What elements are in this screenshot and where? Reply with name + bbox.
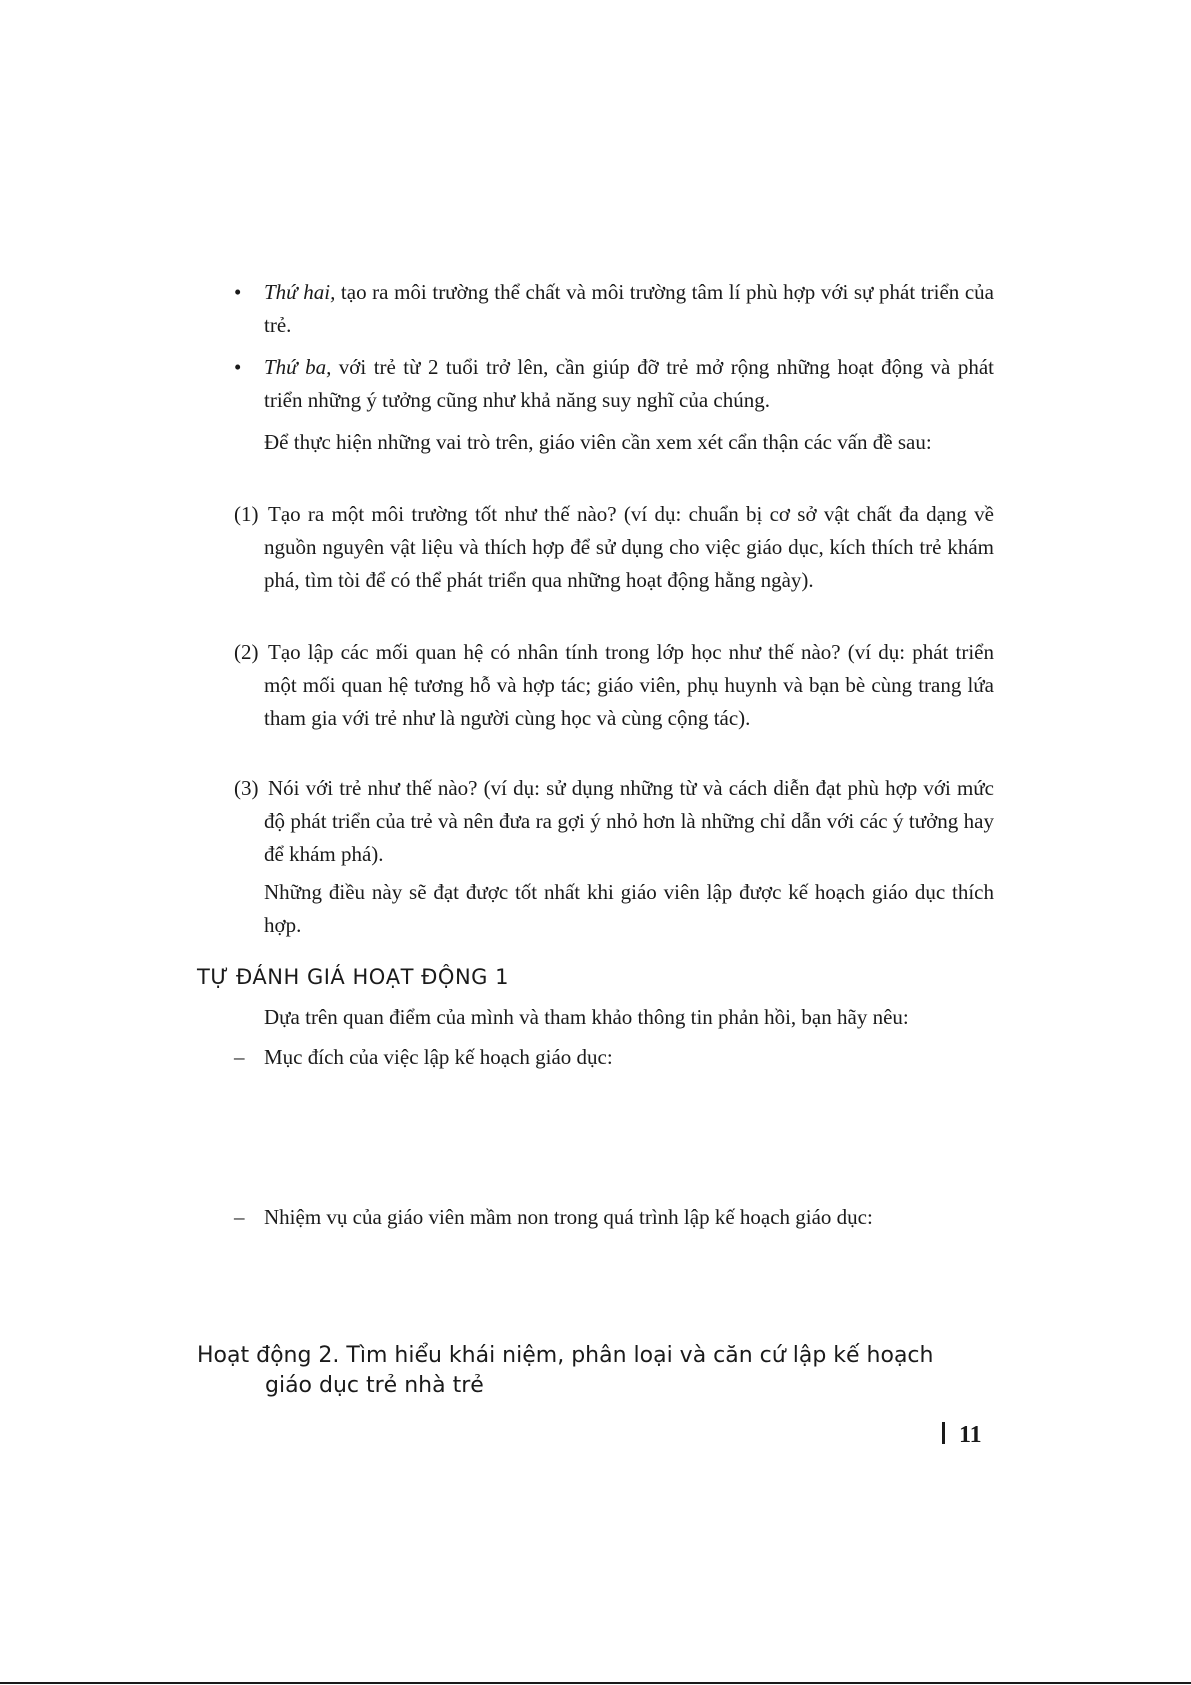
page-number	[942, 1422, 982, 1449]
bullet-body: với trẻ từ 2 tuổi trở lên, cần giúp đỡ trẻ mở rộng những hoạt động và phát triển những ý tưởng cũng như khả năng suy nghĩ của chúng.	[264, 355, 994, 412]
assessment-item	[234, 1041, 994, 1074]
bullet-lead: Thứ hai,	[264, 280, 336, 304]
bullet-lead: Thứ ba,	[264, 355, 332, 379]
assessment-item-text: Mục đích của việc lập kế hoạch giáo dục:	[264, 1045, 613, 1069]
numbered-item	[234, 636, 994, 735]
bullet-text	[264, 276, 994, 342]
assessment-item-text: Nhiệm vụ của giáo viên mầm non trong quá trình lập kế hoạch giáo dục:	[264, 1205, 873, 1229]
item-text: Tạo lập các mối quan hệ có nhân tính trong lớp học như thế nào? (ví dụ: phát triển một mối quan hệ tương hỗ và hợp tác; giáo viên, phụ huynh và bạn bè cùng trang lứa tham gia với trẻ như là người cùng học và cùng cộng tác).	[264, 640, 994, 730]
assessment-item	[234, 1201, 994, 1234]
item-text: Tạo ra một môi trường tốt như thế nào? (ví dụ: chuẩn bị cơ sở vật chất đa dạng về nguồn nguyên vật liệu và thích hợp để sử dụng cho việc giáo dục, kích thích trẻ khám phá, tìm tòi để có thể phát triển qua những hoạt động hằng ngày).	[264, 502, 994, 592]
activity-heading	[197, 1341, 997, 1401]
bullet-marker: •	[234, 355, 242, 379]
self-assessment-heading: TỰ ĐÁNH GIÁ HOẠT ĐỘNG 1	[197, 965, 509, 989]
page-bottom-edge	[0, 1682, 1191, 1684]
item-number: (2)	[234, 640, 259, 664]
numbered-item	[234, 498, 994, 597]
bullet-item	[234, 276, 994, 342]
closing-paragraph: Những điều này sẽ đạt được tốt nhất khi giáo viên lập được kế hoạch giáo dục thích hợp.	[264, 880, 994, 937]
item-text: Nói với trẻ như thế nào? (ví dụ: sử dụng những từ và cách diễn đạt phù hợp với mức độ phát triển của trẻ và nên đưa ra gợi ý nhỏ hơn là những chỉ dẫn với các ý tưởng hay để khám phá).	[264, 776, 994, 866]
page-number-divider	[942, 1422, 945, 1444]
self-assessment-prompt: Dựa trên quan điểm của mình và tham khảo thông tin phản hồi, bạn hãy nêu:	[264, 1005, 909, 1029]
intro-paragraph: Để thực hiện những vai trò trên, giáo viên cần xem xét cẩn thận các vấn đề sau:	[264, 430, 932, 454]
bullet-marker: •	[234, 280, 242, 304]
item-number: (1)	[234, 502, 259, 526]
dash-marker: –	[234, 1205, 245, 1229]
bullet-body: tạo ra môi trường thể chất và môi trường tâm lí phù hợp với sự phát triển của trẻ.	[264, 280, 995, 337]
activity-heading-line1: Hoạt động 2. Tìm hiểu khái niệm, phân loại và căn cứ lập kế hoạch	[197, 1343, 934, 1368]
page-number-value: 11	[959, 1422, 982, 1448]
item-number: (3)	[234, 776, 259, 800]
numbered-item	[234, 772, 994, 871]
activity-heading-line2: giáo dục trẻ nhà trẻ	[265, 1373, 484, 1398]
bullet-text	[264, 351, 994, 417]
bullet-item	[234, 351, 994, 417]
dash-marker: –	[234, 1045, 245, 1069]
